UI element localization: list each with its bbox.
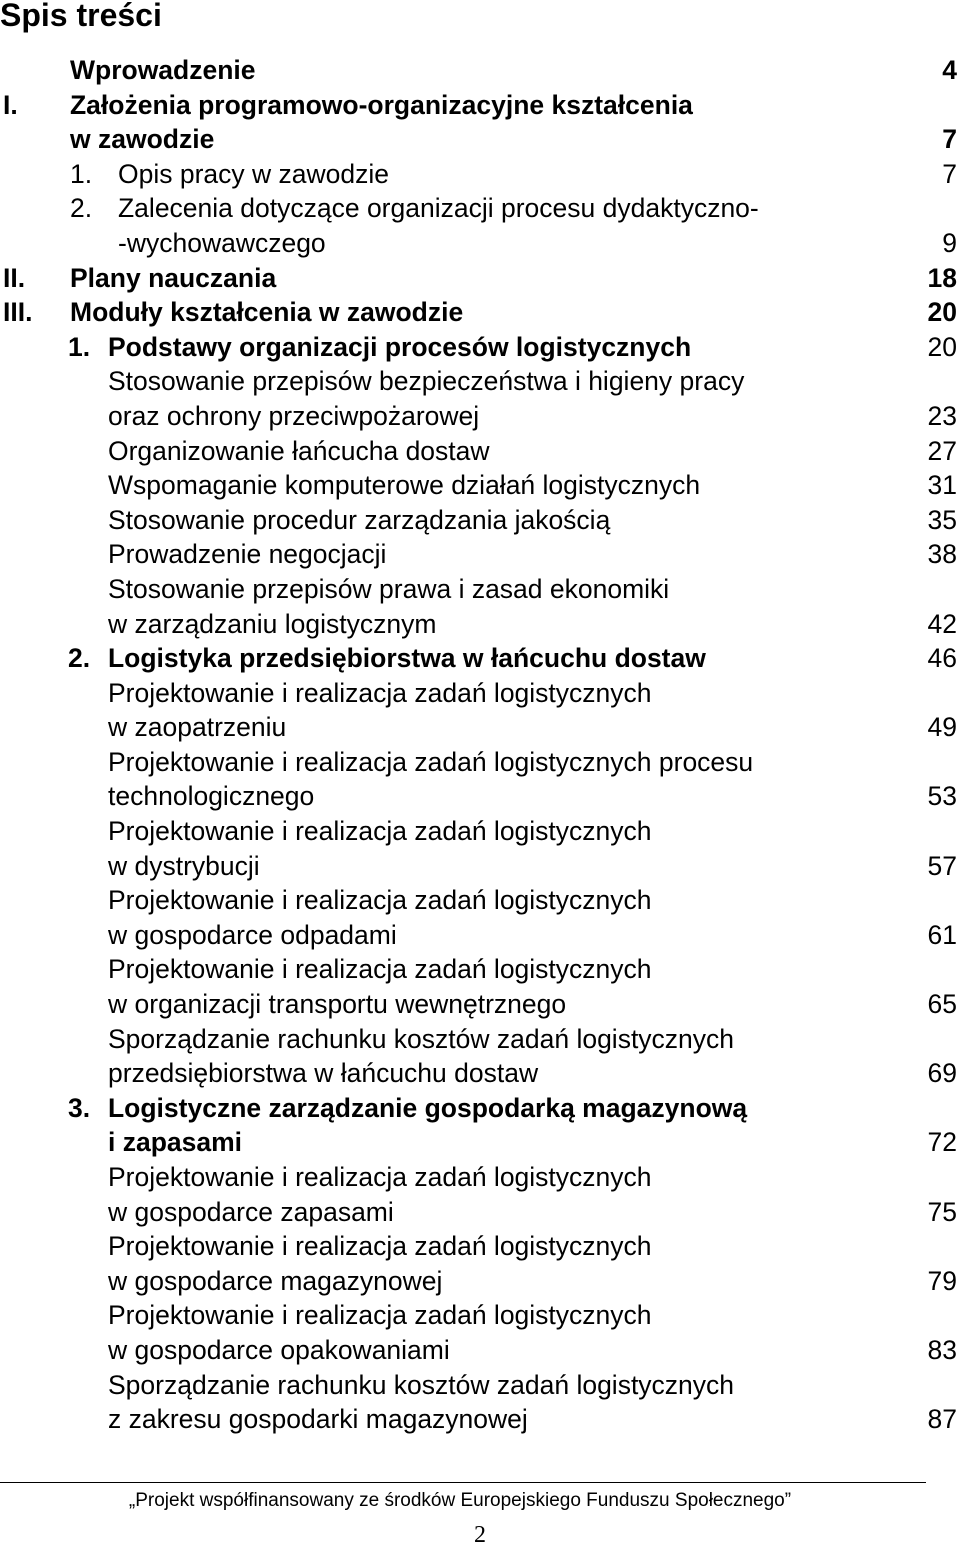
toc-entry-text: Opis pracy w zawodzie <box>118 158 389 189</box>
toc-page-number: 49 <box>927 712 957 743</box>
toc-page-number: 65 <box>927 989 957 1020</box>
toc-page-number: 87 <box>927 1404 957 1435</box>
toc-page-number: 79 <box>927 1265 957 1296</box>
toc-subsection-1-2[interactable] <box>0 191 960 226</box>
toc-section-number: II. <box>3 262 26 293</box>
toc-page-number: 27 <box>927 435 957 466</box>
toc-unit-3-2[interactable] <box>0 1229 960 1264</box>
toc-section-3[interactable] <box>0 295 960 330</box>
toc-section-1[interactable] <box>0 88 960 123</box>
toc-page-number: 20 <box>927 331 957 362</box>
toc-entry-text: Sporządzanie rachunku kosztów zadań logistycznych <box>108 1369 735 1400</box>
toc-unit-1-1-cont[interactable] <box>0 399 960 434</box>
toc-entry-text: w gospodarce opakowaniami <box>108 1334 450 1365</box>
toc-unit-2-3[interactable] <box>0 814 960 849</box>
toc-page-number: 9 <box>942 227 957 258</box>
table-of-contents <box>0 53 960 1437</box>
toc-page-number: 4 <box>942 55 957 85</box>
toc-unit-2-1-cont[interactable] <box>0 710 960 745</box>
toc-entry-text: Stosowanie przepisów bezpieczeństwa i higieny pracy <box>108 366 745 397</box>
toc-section-number: I. <box>3 89 18 120</box>
toc-unit-1-1[interactable] <box>0 364 960 399</box>
toc-unit-1-2[interactable] <box>0 434 960 469</box>
toc-unit-2-6-cont[interactable] <box>0 1056 960 1091</box>
toc-unit-3-3[interactable] <box>0 1298 960 1333</box>
toc-entry-text: Projektowanie i realizacja zadań logistycznych <box>108 1231 652 1262</box>
toc-entry-text: Wspomaganie komputerowe działań logistycznych <box>108 470 701 501</box>
toc-entry-text: w gospodarce zapasami <box>108 1196 394 1227</box>
footer-note <box>0 1489 960 1513</box>
toc-entry-text: Wprowadzenie <box>70 55 256 85</box>
toc-entry-text: Logistyka przedsiębiorstwa w łańcuchu dostaw <box>108 643 706 674</box>
toc-unit-3-1-cont[interactable] <box>0 1195 960 1230</box>
toc-entry-text: Podstawy organizacji procesów logistycznych <box>108 331 692 362</box>
toc-entry-text: Projektowanie i realizacja zadań logistycznych procesu <box>108 746 754 777</box>
toc-unit-2-3-cont[interactable] <box>0 849 960 884</box>
toc-section-1-cont[interactable] <box>0 122 960 157</box>
toc-entry-text: Projektowanie i realizacja zadań logistycznych <box>108 816 652 847</box>
toc-entry-number: 1. <box>68 331 91 362</box>
toc-module-3-cont[interactable] <box>0 1125 960 1160</box>
toc-entry-text: w gospodarce magazynowej <box>108 1265 443 1296</box>
toc-entry-text: Projektowanie i realizacja zadań logistycznych <box>108 1162 652 1192</box>
toc-entry-number: 2. <box>68 643 91 674</box>
toc-entry-text: oraz ochrony przeciwpożarowej <box>108 400 480 431</box>
footer-divider <box>0 1482 926 1483</box>
toc-module-2[interactable] <box>0 641 960 676</box>
toc-entry-text: w zaopatrzeniu <box>108 712 287 743</box>
toc-entry-text: w zarządzaniu logistycznym <box>108 608 437 639</box>
footer-text: „Projekt współfinansowany ze środków Europejskiego Funduszu Społecznego” <box>128 1490 792 1511</box>
toc-unit-1-6-cont[interactable] <box>0 607 960 642</box>
toc-page-number: 18 <box>927 262 957 293</box>
toc-entry-text: Stosowanie przepisów prawa i zasad ekonomiki <box>108 573 670 604</box>
toc-unit-1-5[interactable] <box>0 537 960 572</box>
toc-unit-2-4-cont[interactable] <box>0 918 960 953</box>
toc-entry-text: Projektowanie i realizacja zadań logistycznych <box>108 677 652 708</box>
toc-unit-2-6[interactable] <box>0 1022 960 1057</box>
toc-unit-3-2-cont[interactable] <box>0 1264 960 1299</box>
toc-subsection-1-1[interactable] <box>0 157 960 192</box>
toc-entry-text: Organizowanie łańcucha dostaw <box>108 435 490 466</box>
toc-unit-2-5-cont[interactable] <box>0 987 960 1022</box>
toc-unit-2-4[interactable] <box>0 883 960 918</box>
toc-page-number: 42 <box>927 608 957 639</box>
toc-page-number: 46 <box>927 643 957 674</box>
toc-entry-text: Zalecenia dotyczące organizacji procesu dydaktyczno- <box>118 193 759 224</box>
toc-entry-text: z zakresu gospodarki magazynowej <box>108 1404 528 1435</box>
toc-page-number: 53 <box>927 781 957 812</box>
toc-entry-number: 3. <box>68 1092 91 1123</box>
toc-subsection-1-2-cont[interactable] <box>0 226 960 261</box>
toc-module-1[interactable] <box>0 330 960 365</box>
toc-unit-2-2-cont[interactable] <box>0 779 960 814</box>
toc-entry-text: przedsiębiorstwa w łańcuchu dostaw <box>108 1058 539 1089</box>
toc-page-number: 72 <box>927 1127 957 1158</box>
toc-unit-3-1[interactable] <box>0 1160 960 1195</box>
toc-unit-1-6[interactable] <box>0 572 960 607</box>
toc-page-number: 23 <box>927 400 957 431</box>
toc-unit-2-5[interactable] <box>0 952 960 987</box>
page-title: Spis treści <box>0 0 162 33</box>
toc-page-number: 7 <box>942 158 957 189</box>
toc-page-number: 69 <box>927 1058 957 1089</box>
toc-entry-text: Moduły kształcenia w zawodzie <box>70 297 464 328</box>
toc-entry-number: 2. <box>70 193 93 224</box>
toc-entry-text: Prowadzenie negocjacji <box>108 539 387 570</box>
toc-section-2[interactable] <box>0 261 960 296</box>
toc-entry-number: 1. <box>70 158 93 189</box>
toc-entry-text: Sporządzanie rachunku kosztów zadań logistycznych <box>108 1023 735 1054</box>
toc-entry-wprowadzenie[interactable] <box>0 53 960 88</box>
toc-entry-text: i zapasami <box>108 1127 243 1158</box>
toc-page-number: 38 <box>927 539 957 570</box>
toc-page-number: 35 <box>927 504 957 535</box>
toc-unit-3-3-cont[interactable] <box>0 1333 960 1368</box>
toc-unit-3-4[interactable] <box>0 1368 960 1403</box>
toc-entry-text: w gospodarce odpadami <box>108 919 397 950</box>
toc-entry-text: technologicznego <box>108 781 315 812</box>
toc-entry-text: Projektowanie i realizacja zadań logistycznych <box>108 885 652 916</box>
toc-unit-3-4-cont[interactable] <box>0 1402 960 1437</box>
toc-entry-text: Plany nauczania <box>70 262 277 293</box>
toc-unit-1-3[interactable] <box>0 468 960 503</box>
toc-module-3[interactable] <box>0 1091 960 1126</box>
toc-unit-2-2[interactable] <box>0 745 960 780</box>
toc-page-number: 20 <box>927 297 957 328</box>
toc-entry-text: Stosowanie procedur zarządzania jakością <box>108 504 611 535</box>
toc-entry-text: w zawodzie <box>70 124 215 155</box>
toc-entry-text: Logistyczne zarządzanie gospodarką magazynową <box>108 1092 748 1123</box>
toc-unit-1-4[interactable] <box>0 503 960 538</box>
toc-entry-text: -wychowawczego <box>118 227 326 258</box>
toc-page-number: 7 <box>942 124 957 155</box>
toc-page-number: 83 <box>927 1334 957 1365</box>
toc-page-number: 75 <box>927 1196 957 1227</box>
toc-entry-text: Założenia programowo-organizacyjne kształcenia <box>70 89 693 120</box>
page-number: 2 <box>474 1522 486 1548</box>
toc-page-number: 31 <box>927 470 957 501</box>
toc-entry-text: w dystrybucji <box>108 850 260 881</box>
toc-page-number: 61 <box>927 919 957 950</box>
toc-entry-text: Projektowanie i realizacja zadań logistycznych <box>108 954 652 985</box>
toc-entry-text: w organizacji transportu wewnętrznego <box>108 989 567 1020</box>
toc-page-number: 57 <box>927 850 957 881</box>
toc-unit-2-1[interactable] <box>0 676 960 711</box>
toc-section-number: III. <box>3 297 33 328</box>
toc-entry-text: Projektowanie i realizacja zadań logistycznych <box>108 1300 652 1331</box>
